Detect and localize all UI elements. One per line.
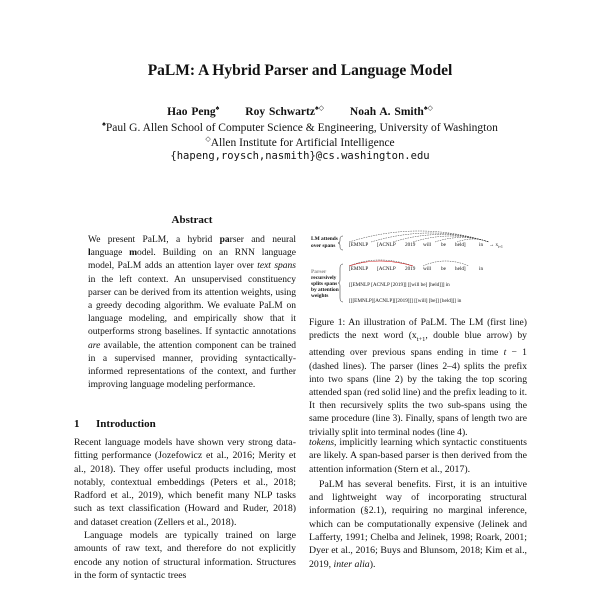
affiliation-mark: ♠ (102, 120, 106, 128)
figure-1-diagram (309, 218, 531, 310)
affiliation-text: Allen Institute for Artificial Intelligence (210, 137, 395, 149)
intro-right-column (309, 436, 527, 571)
caption-text: Figure 1: An illustration of PaLM. The LM (first line) predicts the next word (x (309, 317, 527, 342)
intro-paragraph: Recent language models have shown very strong data-fitting performance (Jozefowicz et al., 2016; Merity et al., 2018). They offer useful products including, most notably, contextual embeddings (Peters et al., 2018; Radford et al., 2019), which benefit many NLP tasks such as text classification (Howard and Ruder, 2018) and dataset creation (Zellers et al., 2018). (74, 437, 296, 528)
abstract-text: anguage (90, 248, 130, 259)
parser-label-line3: splits spans (311, 281, 338, 287)
affiliation-mark: ◇ (205, 135, 211, 143)
lm-label-line1: LM attends (311, 236, 338, 242)
parser-label (311, 269, 339, 299)
parser-row-3: [[EMNLP [ACNLP [2019]] [[will be] [held]]] in (349, 282, 450, 288)
affiliation-uw (0, 120, 600, 134)
abstract-text: in the left context. An unsupervised constituency parser can be derived from its attention weights, using a greedy decoding algorithm. We evaluate PaLM on language modeling, and empirically show that it outperforms strong baselines. If syntactic annotations (88, 274, 296, 338)
author-mark: ♠ (215, 104, 220, 112)
intro-italic: tokens (309, 437, 335, 448)
token: in (479, 242, 484, 248)
intro-text: PaLM has several benefits. First, it is an intuitive and lightweight way of incorporating structural information (§2.1), requiring no marginal inference, which can be computationally expensive (Jelinek and Lafferty, 1991; Chelba and Jelinek, 1998; Roark, 2001; Dyer et al., 2016; Buys and Blunsom, 2018; Kim et al., 2019, (309, 478, 527, 570)
token: held] (455, 242, 466, 248)
token: will (423, 242, 432, 248)
abstract-text: odel. Building on an RNN language model, PaLM adds an attention layer over (88, 248, 296, 272)
caption-text: − 1 (dashed lines). The parser (lines 2–4) splits the prefix into two spans (line 2) by the taking the top scoring attended span (red solid line) and the prefix leading to it. It then recursively splits the two sub-spans using the same procedure (line 3). Finally, spans of length two are trivially split into terminal nodes (line 4). (309, 347, 527, 438)
token: will (423, 266, 432, 272)
section-number: 1 (74, 418, 80, 430)
intro-italic: inter alia (333, 558, 370, 570)
lm-label-line2: over spans (311, 243, 336, 249)
figure-1 (309, 218, 531, 308)
token: [ACNLP (377, 266, 396, 272)
abstract-heading: Abstract (171, 214, 213, 226)
next-word-subscript: t+1 (498, 245, 503, 249)
token: [ACNLP (377, 242, 396, 248)
parser-row-4: [[[EMNLP][ACNLP][[2019]]] [[will] [be]] [held]]] in (349, 298, 462, 304)
token: be (441, 266, 446, 272)
parser-row-2 (349, 266, 483, 272)
token: [EMNLP (349, 242, 369, 248)
token: 2019 (405, 266, 416, 272)
lm-brace (338, 236, 343, 250)
author-emails: {hapeng,roysch,nasmith}@cs.washington.edu (170, 150, 430, 162)
abstract-text: available, the attention component can be trained in a supervised manner, providing syntactically-informed representations of the context, and further improving language modeling performance. (88, 340, 296, 391)
abstract-text: We present PaLM, a hybrid (88, 235, 220, 245)
author-name: Hao Peng (167, 106, 216, 118)
paper-title: PaLM: A Hybrid Parser and Language Model (147, 62, 453, 79)
parser-label-line4: by attention (311, 287, 339, 293)
abstract-bold: pa (219, 235, 230, 245)
affiliation-ai2 (0, 135, 600, 149)
token: held] (455, 266, 466, 272)
token: be (441, 242, 446, 248)
author-name: Noah A. Smith (349, 106, 424, 118)
figure-1-caption (309, 316, 527, 439)
caption-text: , double blue arrow) by attending over previous spans ending in time (309, 330, 527, 359)
parser-label-line5: weights (311, 293, 329, 299)
abstract-bold: l (88, 248, 91, 259)
abstract-italic: are (88, 340, 101, 351)
abstract-body (88, 234, 296, 392)
parser-brace (338, 264, 343, 302)
section-title: Introduction (96, 418, 156, 430)
next-word-arrow: → x (489, 242, 499, 248)
intro-left-column (74, 436, 296, 582)
affiliation-text: Paul G. Allen School of Computer Science & Engineering, University of Washington (105, 122, 498, 134)
attention-arcs (349, 231, 489, 242)
author-mark: ♠◇ (314, 104, 325, 112)
section-heading-introduction (74, 418, 156, 430)
intro-text: , implicitly learning which syntactic constituents are likely. A span-based parser is then derived from the attention information (Stern et al., 2017). (309, 437, 527, 475)
abstract-italic: text spans (257, 261, 297, 272)
token: 2019 (405, 242, 416, 248)
intro-text: ). (369, 558, 376, 570)
author-list (0, 104, 600, 118)
intro-paragraph (309, 436, 527, 476)
caption-italic: t (503, 347, 507, 359)
parser-label-line1: Parser (311, 269, 327, 275)
intro-paragraph: Language models are typically trained on large amounts of raw text, and therefore do not explicitly encode any notion of structural information. Structures in the form of syntactic trees (74, 530, 296, 581)
token: in (479, 266, 484, 272)
lm-token-row (349, 242, 503, 249)
parser-label-line2: recursively (311, 275, 337, 281)
intro-paragraph (309, 478, 527, 571)
token: [EMNLP (349, 266, 369, 272)
abstract-bold: m (129, 248, 138, 259)
abstract-text: rser and neural (229, 235, 296, 245)
author-name: Roy Schwartz (245, 106, 315, 118)
author-mark: ♠◇ (423, 104, 433, 112)
caption-subscript: t+1 (416, 336, 426, 344)
